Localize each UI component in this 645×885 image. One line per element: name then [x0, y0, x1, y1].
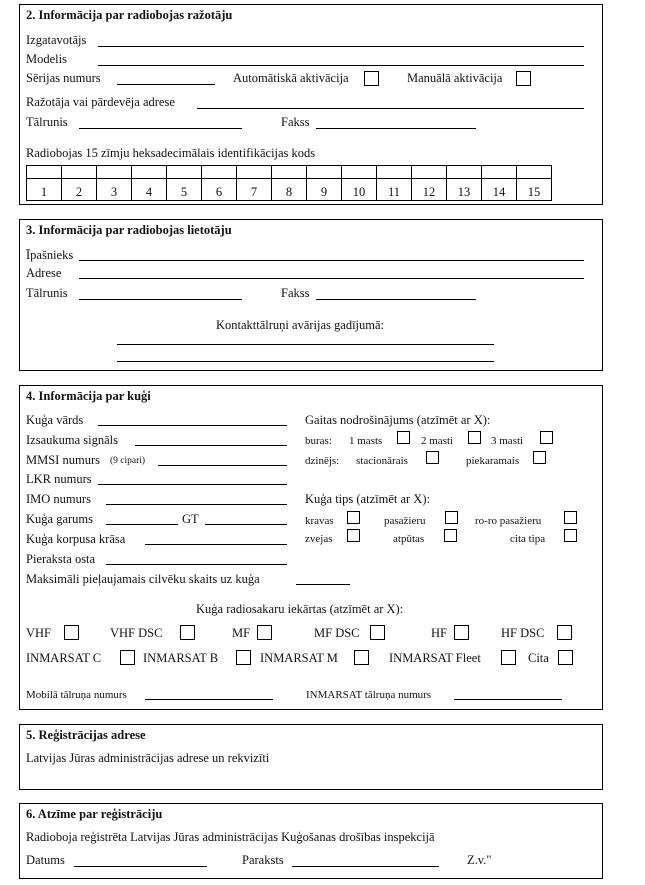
propulsion-label: Gaitas nodrošinājums (atzīmēt ar X): [305, 413, 491, 427]
inmarsat-m-label: INMARSAT M [260, 651, 338, 665]
hex-id-cell-number: 10 [352, 185, 366, 199]
hex-id-cell-divider [237, 178, 271, 179]
section-4-title: 4. Informācija par kuģi [26, 389, 151, 403]
hull-color-field[interactable] [145, 544, 287, 545]
hex-id-cell-divider [167, 178, 201, 179]
user-address-field[interactable] [79, 278, 584, 279]
hex-id-cell-number: 2 [75, 185, 83, 199]
hex-id-cell-number: 13 [457, 185, 471, 199]
manufacturer-fax-field[interactable] [316, 128, 476, 129]
hex-id-cell-number: 7 [250, 185, 258, 199]
hex-id-cell-number: 1 [40, 185, 48, 199]
leisure-checkbox[interactable] [444, 529, 457, 542]
mast-2-checkbox[interactable] [468, 431, 481, 444]
hex-id-cell[interactable] [517, 166, 551, 200]
mast-3-label: 3 masti [491, 435, 524, 447]
user-address-label: Adrese [26, 266, 62, 280]
sails-label: buras: [305, 435, 332, 447]
section-vessel [19, 385, 603, 710]
hex-id-cell-number: 9 [320, 185, 328, 199]
hex-id-cell-divider [272, 178, 306, 179]
manual-activation-label: Manuālā aktivācija [407, 71, 503, 85]
imo-label: IMO numurs [26, 492, 91, 506]
hex-id-cell-divider [482, 178, 516, 179]
lkr-label: LKR numurs [26, 472, 92, 486]
callsign-label: Izsaukuma signāls [26, 433, 118, 447]
registration-address-text: Latvijas Jūras administrācijas adrese un rekvizīti [26, 751, 270, 765]
date-field[interactable] [74, 866, 207, 867]
passenger-checkbox[interactable] [445, 511, 458, 524]
fishing-checkbox[interactable] [347, 529, 360, 542]
hex-id-cell[interactable] [307, 166, 342, 200]
auto-activation-checkbox[interactable] [364, 71, 379, 86]
mf-label: MF [232, 626, 251, 640]
signature-label: Paraksts [242, 853, 284, 867]
hex-id-cell-number: 5 [180, 185, 188, 199]
inmarsat-m-checkbox[interactable] [354, 650, 369, 665]
section-registration-address [19, 724, 603, 790]
owner-field[interactable] [79, 260, 584, 261]
hex-id-cell[interactable] [97, 166, 132, 200]
emergency-contact-field-1[interactable] [117, 344, 494, 345]
vhf-dsc-label: VHF DSC [110, 626, 163, 640]
model-field[interactable] [98, 65, 584, 66]
hex-id-cell[interactable] [412, 166, 447, 200]
cargo-checkbox[interactable] [347, 511, 360, 524]
mmsi-note: (9 cipari) [110, 456, 146, 466]
manufacturer-phone-field[interactable] [79, 128, 242, 129]
hex-id-cell[interactable] [377, 166, 412, 200]
hex-id-cell-divider [132, 178, 166, 179]
hex-id-cell-number: 14 [492, 185, 506, 199]
outboard-label: piekaramais [466, 455, 520, 467]
passenger-label: pasažieru [384, 515, 426, 527]
hex-id-cell-divider [447, 178, 481, 179]
hf-dsc-label: HF DSC [501, 626, 545, 640]
hex-id-cell[interactable] [27, 166, 62, 200]
length-label: Kuģa garums [26, 512, 93, 526]
signature-field[interactable] [292, 866, 439, 867]
hex-id-cell-number: 12 [422, 185, 436, 199]
leisure-label: atpūtas [393, 533, 425, 545]
manufacturer-label: Izgatavotājs [26, 33, 87, 47]
max-people-label: Maksimāli pieļaujamais cilvēku skaits uz kuģa [26, 572, 260, 586]
other-type-checkbox[interactable] [564, 529, 577, 542]
seller-address-field[interactable] [197, 108, 584, 109]
hex-id-cell[interactable] [237, 166, 272, 200]
serial-field[interactable] [117, 84, 215, 85]
callsign-field[interactable] [135, 445, 287, 446]
hex-id-label: Radiobojas 15 zīmju heksadecimālais identifikācijas kods [26, 146, 316, 160]
hex-id-cell[interactable] [447, 166, 482, 200]
hex-id-cell-divider [517, 178, 551, 179]
ship-type-label: Kuģa tips (atzīmēt ar X): [305, 492, 430, 506]
stationary-label: stacionārais [356, 455, 408, 467]
mmsi-field[interactable] [158, 465, 287, 466]
hf-dsc-checkbox[interactable] [557, 625, 572, 640]
section-user [19, 219, 603, 371]
gt-field[interactable] [205, 524, 287, 525]
roro-checkbox[interactable] [564, 511, 577, 524]
gt-label: GT [182, 512, 199, 526]
ship-name-field[interactable] [98, 425, 287, 426]
length-field[interactable] [106, 524, 178, 525]
hex-id-cell[interactable] [202, 166, 237, 200]
inmarsat-c-checkbox[interactable] [120, 650, 135, 665]
hex-id-grid[interactable] [26, 165, 552, 201]
inmarsat-phone-label: INMARSAT tālruņa numurs [306, 689, 432, 701]
owner-label: Īpašnieks [26, 248, 74, 262]
max-people-field[interactable] [296, 584, 350, 585]
vhf-checkbox[interactable] [64, 625, 79, 640]
hex-id-cell-number: 15 [527, 185, 541, 199]
section-manufacturer [19, 4, 603, 205]
vhf-label: VHF [26, 626, 52, 640]
hex-id-cell-divider [62, 178, 96, 179]
serial-label: Sērijas numurs [26, 71, 101, 85]
hex-id-cell[interactable] [272, 166, 307, 200]
date-label: Datums [26, 853, 65, 867]
other-equipment-label: Cita [528, 651, 549, 665]
inmarsat-fleet-checkbox[interactable] [501, 650, 516, 665]
user-fax-field[interactable] [316, 299, 476, 300]
auto-activation-label: Automātiskā aktivācija [233, 71, 349, 85]
hex-id-cell[interactable] [132, 166, 167, 200]
other-type-label: cita tipa [510, 533, 546, 545]
mast-1-label: 1 masts [349, 435, 383, 447]
hex-id-cell[interactable] [482, 166, 517, 200]
mast-2-label: 2 masti [421, 435, 454, 447]
hull-color-label: Kuģa korpusa krāsa [26, 532, 126, 546]
hex-id-cell-divider [202, 178, 236, 179]
mast-3-checkbox[interactable] [540, 431, 553, 444]
section-2-title: 2. Informācija par radiobojas ražotāju [26, 8, 233, 22]
hex-id-cell-divider [97, 178, 131, 179]
hex-id-cell[interactable] [167, 166, 202, 200]
ship-name-label: Kuģa vārds [26, 413, 84, 427]
hex-id-cell-divider [27, 178, 61, 179]
outboard-checkbox[interactable] [533, 451, 546, 464]
hf-label: HF [431, 626, 447, 640]
inmarsat-c-label: INMARSAT C [26, 651, 102, 665]
manufacturer-fax-label: Fakss [281, 115, 310, 129]
inmarsat-fleet-label: INMARSAT Fleet [389, 651, 481, 665]
user-phone-label: Tālrunis [26, 286, 68, 300]
mf-dsc-label: MF DSC [314, 626, 360, 640]
cargo-label: kravas [305, 515, 334, 527]
port-label: Pieraksta osta [26, 552, 96, 566]
emergency-contact-field-2[interactable] [117, 361, 494, 362]
hex-id-cell[interactable] [342, 166, 377, 200]
user-fax-label: Fakss [281, 286, 310, 300]
imo-field[interactable] [106, 504, 287, 505]
vhf-dsc-checkbox[interactable] [180, 625, 195, 640]
registration-statement: Radioboja reģistrēta Latvijas Jūras administrācijas Kuģošanas drošības inspekcijā [26, 830, 435, 844]
seller-address-label: Ražotāja vai pārdevēja adrese [26, 95, 175, 109]
hex-id-cell-number: 6 [215, 185, 223, 199]
hf-checkbox[interactable] [454, 625, 469, 640]
fishing-label: zvejas [305, 533, 333, 545]
manufacturer-field[interactable] [98, 46, 584, 47]
emergency-contact-label: Kontakttālruņi avārijas gadījumā: [216, 318, 385, 332]
mf-dsc-checkbox[interactable] [370, 625, 385, 640]
stamp-label: Z.v." [467, 853, 492, 867]
mast-1-checkbox[interactable] [397, 431, 410, 444]
hex-id-cell-divider [377, 178, 411, 179]
section-5-title: 5. Reģistrācijas adrese [26, 728, 146, 742]
mmsi-label: MMSI numurs [26, 453, 100, 467]
hex-id-cell[interactable] [62, 166, 97, 200]
hex-id-cell-number: 4 [145, 185, 153, 199]
manual-activation-checkbox[interactable] [516, 71, 531, 86]
hex-id-cell-number: 3 [110, 185, 118, 199]
port-field[interactable] [106, 564, 287, 565]
inmarsat-b-label: INMARSAT B [143, 651, 219, 665]
hex-id-cell-divider [307, 178, 341, 179]
inmarsat-phone-field[interactable] [454, 699, 562, 700]
manufacturer-phone-label: Tālrunis [26, 115, 68, 129]
hex-id-cell-divider [342, 178, 376, 179]
model-label: Modelis [26, 52, 67, 66]
hex-id-cell-number: 8 [285, 185, 293, 199]
section-3-title: 3. Informācija par radiobojas lietotāju [26, 223, 232, 237]
mobile-phone-label: Mobilā tālruņa numurs [26, 689, 127, 701]
stationary-checkbox[interactable] [426, 451, 439, 464]
engine-label: dzinējs: [305, 455, 340, 467]
section-registration-mark [19, 803, 603, 879]
other-equipment-checkbox[interactable] [558, 650, 573, 665]
inmarsat-b-checkbox[interactable] [236, 650, 251, 665]
roro-label: ro-ro pasažieru [475, 515, 542, 527]
user-phone-field[interactable] [79, 299, 242, 300]
mf-checkbox[interactable] [257, 625, 272, 640]
section-6-title: 6. Atzīme par reģistrāciju [26, 807, 163, 821]
radio-equipment-label: Kuģa radiosakaru iekārtas (atzīmēt ar X): [196, 602, 404, 616]
hex-id-cell-divider [412, 178, 446, 179]
hex-id-cell-number: 11 [387, 185, 401, 199]
lkr-field[interactable] [98, 484, 287, 485]
mobile-phone-field[interactable] [145, 699, 273, 700]
